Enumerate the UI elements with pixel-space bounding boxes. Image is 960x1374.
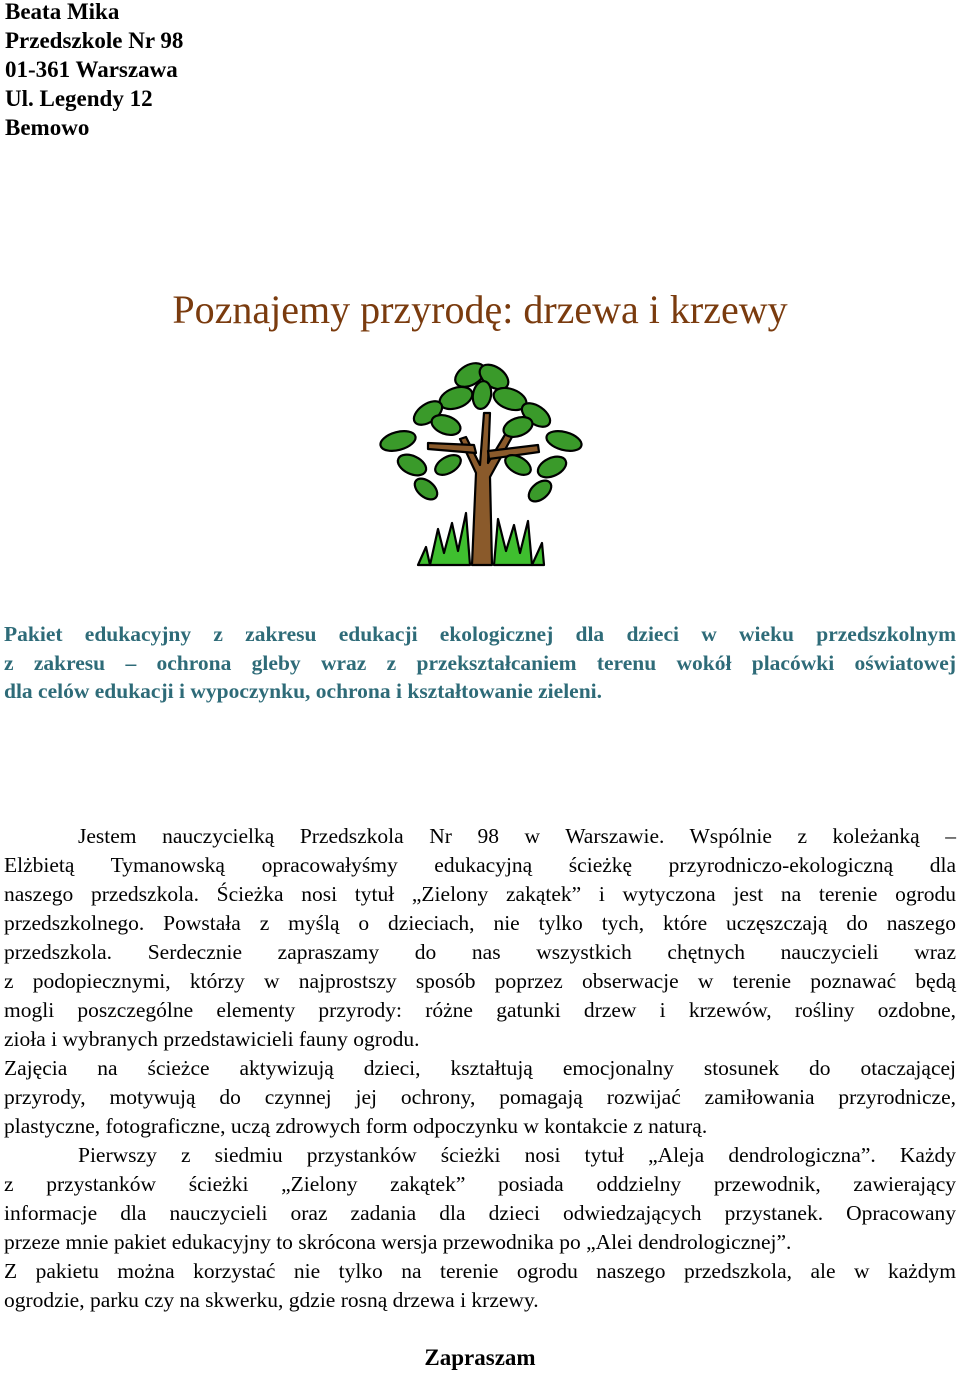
body-line: przedszkola. Serdecznie zapraszamy do nas wszystkich chętnych nauczycieli wraz: [4, 940, 956, 964]
body-line: Jestem nauczycielką Przedszkola Nr 98 w Warszawie. Wspólnie z koleżanką –: [78, 824, 956, 848]
body-line: ogrodzie, parku czy na skwerku, gdzie rosną drzewa i krzewy.: [4, 1288, 539, 1312]
body-line: z przystanków ścieżki „Zielony zakątek” posiada oddzielny przewodnik, zawierający: [4, 1172, 956, 1196]
lead-line: dla celów edukacji i wypoczynku, ochrona i kształtowanie zieleni.: [4, 679, 603, 703]
body-line: naszego przedszkola. Ścieżka nosi tytuł „Zielony zakątek” i wytyczona jest na terenie ogrodu: [4, 882, 956, 906]
lead-line: Pakiet edukacyjny z zakresu edukacji ekologicznej dla dzieci w wieku przedszkolnym: [4, 622, 956, 646]
body-line: z podopiecznymi, którzy w najprostszy sposób poprzez obserwacje w terenie poznawać będą: [4, 969, 956, 993]
body-line: Z pakietu można korzystać nie tylko na terenie ogrodu naszego przedszkola, ale w każdym: [4, 1259, 956, 1283]
document-title: Poznajemy przyrodę: drzewa i krzewy: [172, 287, 788, 332]
body-line: zioła i wybranych przedstawicieli fauny ogrodu.: [4, 1027, 420, 1051]
body-line: Pierwszy z siedmiu przystanków ścieżki nosi tytuł „Aleja dendrologiczna”. Każdy: [78, 1143, 956, 1167]
body-text: [4, 822, 956, 1315]
body-line: mogli poszczególne elementy przyrody: różne gatunki drzew i krzewów, rośliny ozdobne,: [4, 998, 956, 1022]
body-line: plastyczne, fotograficzne, uczą zdrowych form odpoczynku w kontakcie z naturą.: [4, 1114, 708, 1138]
body-line: przyrody, motywują do czynnej jej ochrony, pomagają rozwijać zamiłowania przyrodnicze,: [4, 1085, 956, 1109]
tree-icon: [368, 353, 592, 569]
author-header: [5, 0, 183, 142]
body-line: Zajęcia na ścieżce aktywizują dzieci, kształtują emocjonalny stosunek do otaczającej: [4, 1056, 956, 1080]
author-name: Beata Mika: [5, 0, 120, 24]
body-line: przedszkolnego. Powstała z myślą o dzieciach, nie tylko tych, które uczęszczają do naszego: [4, 911, 956, 935]
school-name: Przedszkole Nr 98: [5, 28, 184, 53]
postal-city: 01-361 Warszawa: [5, 57, 178, 82]
lead-paragraph: [4, 620, 956, 706]
lead-line: z zakresu – ochrona gleby wraz z przekształcaniem terenu wokół placówki oświatowej: [4, 650, 956, 675]
street-address: Ul. Legendy 12: [5, 86, 153, 111]
closing-invitation: Zapraszam: [424, 1345, 536, 1370]
district: Bemowo: [5, 115, 90, 140]
body-line: Elżbietą Tymanowską opracowałyśmy edukacyjną ścieżkę przyrodniczo-ekologiczną dla: [4, 853, 956, 877]
body-line: informacje dla nauczycieli oraz zadania dla dzieci odwiedzających przystanek. Opracowany: [4, 1201, 956, 1225]
body-line: przeze mnie pakiet edukacyjny to skrócona wersja przewodnika po „Alei dendrologicznej”.: [4, 1230, 792, 1254]
